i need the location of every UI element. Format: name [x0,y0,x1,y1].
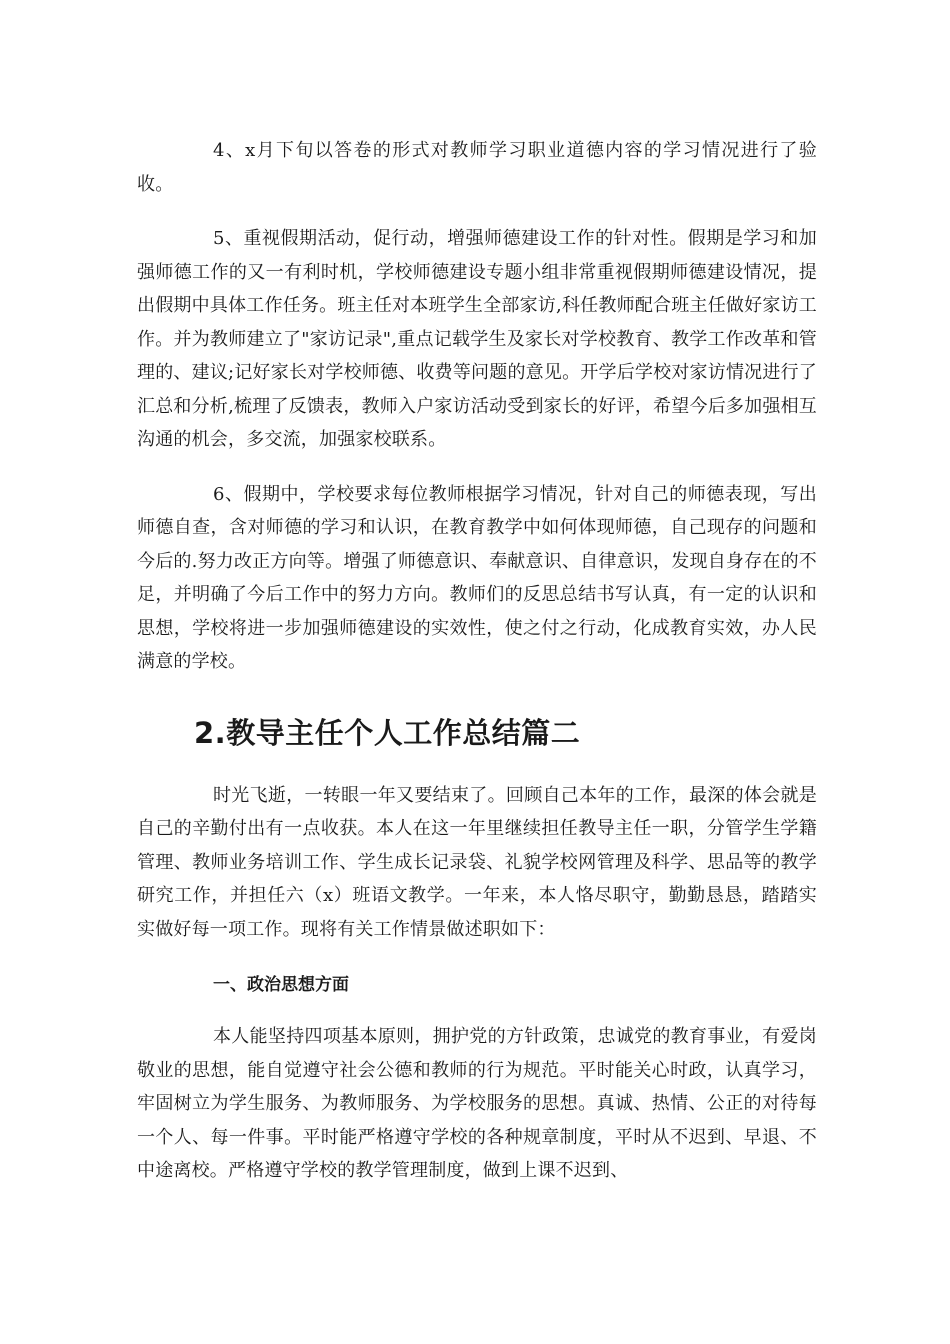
intro-paragraph: 时光飞逝，一转眼一年又要结束了。回顾自己本年的工作，最深的体会就是自己的辛勤付出有一点收获。本人在这一年里继续担任教导主任一职，分管学生学籍管理、教师业务培训工作、学生成长记录袋、礼貌学校网管理及科学、思品等的教学研究工作，并担任六（x）班语文教学。一年来，本人恪尽职守，勤勤恳恳，踏踏实实做好每一项工作。现将有关工作情景做述职如下： [137,784,817,940]
subsection-paragraph: 本人能坚持四项基本原则，拥护党的方针政策，忠诚党的教育事业，有爱岗敬业的思想，能自觉遵守社会公德和教师的行为规范。平时能关心时政，认真学习，牢固树立为学生服务、为教师服务、为学校服务的思想。真诚、热情、公正的对待每一个人、每一件事。平时能严格遵守学校的各种规章制度，平时从不迟到、早退、不中途离校。严格遵守学校的教学管理制度，做到上课不迟到、 [137,1026,817,1181]
subsection-heading: 一、政治思想方面 [213,975,349,995]
document-page [137,134,817,1188]
section-title: 2.教导主任个人工作总结篇二 [194,715,581,750]
paragraph-item-5: 5、重视假期活动，促行动，增强师德建设工作的针对性。假期是学习和加强师德工作的又一有利时机，学校师德建设专题小组非常重视假期师德建设情况，提出假期中具体工作任务。班主任对本班学生全部家访,科任教师配合班主任做好家访工作。并为教师建立了"家访记录",重点记载学生及家长对学校教育、教学工作改革和管理的、建议;记好家长对学校师德、收费等问题的意见。开学后学校对家访情况进行了汇总和分析,梳理了反馈表，教师入户家访活动受到家长的好评，希望今后多加强相互沟通的机会，多交流，加强家校联系。 [137,228,817,450]
paragraph-item-4: 4、x月下旬以答卷的形式对教师学习职业道德内容的学习情况进行了验收。 [137,140,817,195]
paragraph-item-6: 6、假期中，学校要求每位教师根据学习情况，针对自己的师德表现，写出师德自查，含对师德的学习和认识，在教育教学中如何体现师德，自己现存的问题和今后的.努力改正方向等。增强了师德意识、奉献意识、自律意识，发现自身存在的不足，并明确了今后工作中的努力方向。教师们的反思总结书写认真，有一定的认识和思想，学校将进一步加强师德建设的实效性，使之付之行动，化成教育实效，办人民满意的学校。 [137,483,817,672]
